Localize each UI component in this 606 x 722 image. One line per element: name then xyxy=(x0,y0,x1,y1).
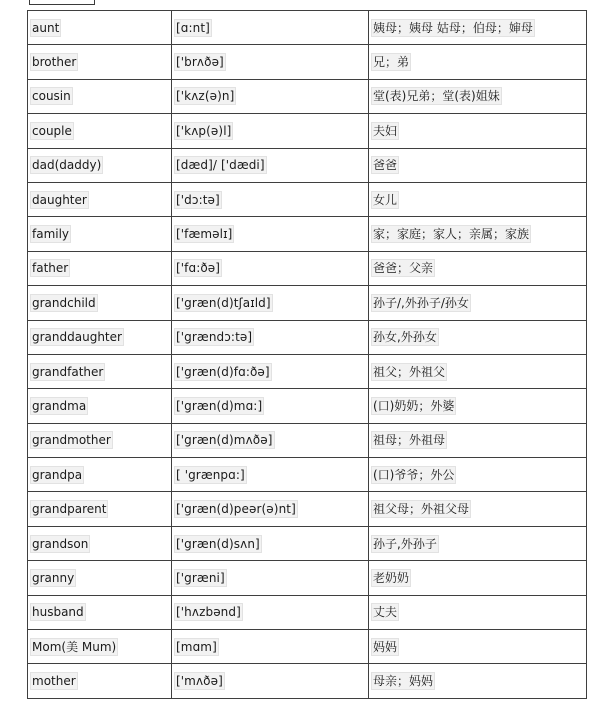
phonetic-cell-text: ['dɔ:tə] xyxy=(176,192,220,207)
phonetic-cell xyxy=(172,492,369,526)
meaning-cell xyxy=(369,630,587,664)
phonetic-cell-text: ['kʌz(ə)n] xyxy=(176,89,235,104)
table-row xyxy=(28,389,587,423)
phonetic-cell xyxy=(172,286,369,320)
word-cell xyxy=(28,45,172,79)
phonetic-cell xyxy=(172,251,369,285)
meaning-cell-text: 堂(表)兄弟；堂(表)姐妹 xyxy=(373,89,500,104)
phonetic-cell xyxy=(172,11,369,45)
phonetic-cell xyxy=(172,114,369,148)
meaning-cell xyxy=(369,664,587,698)
phonetic-cell xyxy=(172,664,369,698)
meaning-cell xyxy=(369,595,587,629)
word-cell xyxy=(28,11,172,45)
table-row xyxy=(28,45,587,79)
table-row xyxy=(28,286,587,320)
table-row xyxy=(28,630,587,664)
table-row xyxy=(28,320,587,354)
meaning-cell-text: 祖母；外祖母 xyxy=(373,433,446,448)
word-cell xyxy=(28,561,172,595)
phonetic-cell-text: ['græn(d)mʌðə] xyxy=(176,433,273,448)
previous-table-fragment xyxy=(29,0,95,5)
word-cell-text: grandparent xyxy=(32,502,107,517)
word-cell xyxy=(28,664,172,698)
word-cell xyxy=(28,630,172,664)
meaning-cell-text: 爸爸；父亲 xyxy=(373,261,434,276)
word-cell xyxy=(28,595,172,629)
meaning-cell-text: 孙女,外孙女 xyxy=(373,330,437,345)
phonetic-cell xyxy=(172,526,369,560)
phonetic-cell-text: ['græn(d)fɑ:ðə] xyxy=(176,364,270,379)
meaning-cell xyxy=(369,320,587,354)
phonetic-cell xyxy=(172,354,369,388)
meaning-cell xyxy=(369,182,587,216)
meaning-cell-text: 爸爸 xyxy=(373,158,398,173)
table-row xyxy=(28,148,587,182)
word-cell xyxy=(28,354,172,388)
meaning-cell-text: 妈妈 xyxy=(373,639,398,654)
meaning-cell xyxy=(369,286,587,320)
word-cell-text: granddaughter xyxy=(32,330,122,345)
phonetic-cell-text: [ɑ:nt] xyxy=(176,20,210,35)
meaning-cell xyxy=(369,79,587,113)
phonetic-cell-text: ['fɑ:ðə] xyxy=(176,261,221,276)
phonetic-cell xyxy=(172,45,369,79)
word-cell-text: grandma xyxy=(32,398,87,413)
table-row xyxy=(28,664,587,698)
meaning-cell xyxy=(369,217,587,251)
table-row xyxy=(28,182,587,216)
table-row xyxy=(28,354,587,388)
word-cell-text: cousin xyxy=(32,89,71,104)
phonetic-cell-text: [ 'grænpɑ:] xyxy=(176,467,245,482)
meaning-cell-text: (口)爷爷；外公 xyxy=(373,467,455,482)
meaning-cell-text: 孙子,外孙子 xyxy=(373,536,437,551)
meaning-cell-text: (口)奶奶；外婆 xyxy=(373,398,455,413)
phonetic-cell-text: [dæd]/ ['dædi] xyxy=(176,158,265,173)
word-cell-text: husband xyxy=(32,605,84,620)
word-cell-text: granny xyxy=(32,570,75,585)
meaning-cell-text: 孙子/,外孙子/孙女 xyxy=(373,295,469,310)
meaning-cell xyxy=(369,45,587,79)
table-row xyxy=(28,423,587,457)
table-row xyxy=(28,595,587,629)
meaning-cell-text: 母亲；妈妈 xyxy=(373,674,434,689)
meaning-cell xyxy=(369,389,587,423)
word-cell-text: grandfather xyxy=(32,364,104,379)
phonetic-cell-text: ['brʌðə] xyxy=(176,55,224,70)
phonetic-cell-text: ['græn(d)sʌn] xyxy=(176,536,260,551)
meaning-cell-text: 丈夫 xyxy=(373,605,398,620)
word-cell-text: grandpa xyxy=(32,467,83,482)
phonetic-cell xyxy=(172,148,369,182)
meaning-cell xyxy=(369,114,587,148)
word-cell xyxy=(28,182,172,216)
word-cell xyxy=(28,320,172,354)
phonetic-cell xyxy=(172,423,369,457)
word-cell xyxy=(28,114,172,148)
phonetic-cell-text: ['græn(d)peər(ə)nt] xyxy=(176,502,296,517)
phonetic-cell xyxy=(172,595,369,629)
table-row xyxy=(28,458,587,492)
phonetic-cell-text: ['kʌp(ə)l] xyxy=(176,123,232,138)
meaning-cell-text: 女儿 xyxy=(373,192,398,207)
word-cell-text: grandson xyxy=(32,536,89,551)
word-cell-text: family xyxy=(32,227,70,242)
table-row xyxy=(28,561,587,595)
meaning-cell xyxy=(369,354,587,388)
meaning-cell xyxy=(369,561,587,595)
word-cell xyxy=(28,217,172,251)
table-row xyxy=(28,251,587,285)
vocabulary-table-body xyxy=(28,11,587,699)
phonetic-cell-text: ['mʌðə] xyxy=(176,674,223,689)
meaning-cell xyxy=(369,458,587,492)
table-row xyxy=(28,217,587,251)
word-cell xyxy=(28,251,172,285)
meaning-cell xyxy=(369,251,587,285)
word-cell-text: aunt xyxy=(32,20,60,35)
table-row xyxy=(28,79,587,113)
meaning-cell-text: 兄；弟 xyxy=(373,55,410,70)
table-row xyxy=(28,492,587,526)
word-cell-text: Mom(美 Mum) xyxy=(32,639,117,654)
phonetic-cell xyxy=(172,630,369,664)
phonetic-cell xyxy=(172,79,369,113)
phonetic-cell xyxy=(172,182,369,216)
vocabulary-table xyxy=(27,10,587,699)
meaning-cell xyxy=(369,11,587,45)
phonetic-cell xyxy=(172,458,369,492)
phonetic-cell xyxy=(172,217,369,251)
meaning-cell-text: 老奶奶 xyxy=(373,570,410,585)
word-cell-text: brother xyxy=(32,55,77,70)
phonetic-cell-text: ['græn(d)tʃaɪld] xyxy=(176,295,271,310)
word-cell-text: couple xyxy=(32,123,72,138)
word-cell-text: grandchild xyxy=(32,295,96,310)
word-cell xyxy=(28,458,172,492)
phonetic-cell-text: ['fæməlɪ] xyxy=(176,227,233,242)
meaning-cell-text: 夫妇 xyxy=(373,123,398,138)
word-cell xyxy=(28,492,172,526)
phonetic-cell xyxy=(172,561,369,595)
meaning-cell xyxy=(369,148,587,182)
word-cell-text: mother xyxy=(32,674,76,689)
meaning-cell-text: 祖父母；外祖父母 xyxy=(373,502,470,517)
phonetic-cell-text: [mɑm] xyxy=(176,639,217,654)
table-row xyxy=(28,11,587,45)
table-row xyxy=(28,526,587,560)
phonetic-cell-text: ['hʌzbənd] xyxy=(176,605,241,620)
word-cell-text: dad(daddy) xyxy=(32,158,102,173)
meaning-cell xyxy=(369,526,587,560)
word-cell xyxy=(28,526,172,560)
meaning-cell xyxy=(369,423,587,457)
word-cell-text: daughter xyxy=(32,192,87,207)
phonetic-cell-text: ['grӕni] xyxy=(176,570,225,585)
word-cell xyxy=(28,423,172,457)
word-cell-text: grandmother xyxy=(32,433,111,448)
phonetic-cell xyxy=(172,320,369,354)
word-cell xyxy=(28,389,172,423)
phonetic-cell-text: ['græn(d)mɑ:] xyxy=(176,398,263,413)
meaning-cell-text: 祖父；外祖父 xyxy=(373,364,446,379)
word-cell-text: father xyxy=(32,261,69,276)
meaning-cell-text: 姨母；姨母 姑母；伯母；婶母 xyxy=(373,20,533,35)
word-cell xyxy=(28,148,172,182)
phonetic-cell-text: ['grændɔ:tə] xyxy=(176,330,253,345)
phonetic-cell xyxy=(172,389,369,423)
word-cell xyxy=(28,286,172,320)
meaning-cell-text: 家；家庭；家人；亲属；家族 xyxy=(373,227,530,242)
word-cell xyxy=(28,79,172,113)
meaning-cell xyxy=(369,492,587,526)
table-row xyxy=(28,114,587,148)
